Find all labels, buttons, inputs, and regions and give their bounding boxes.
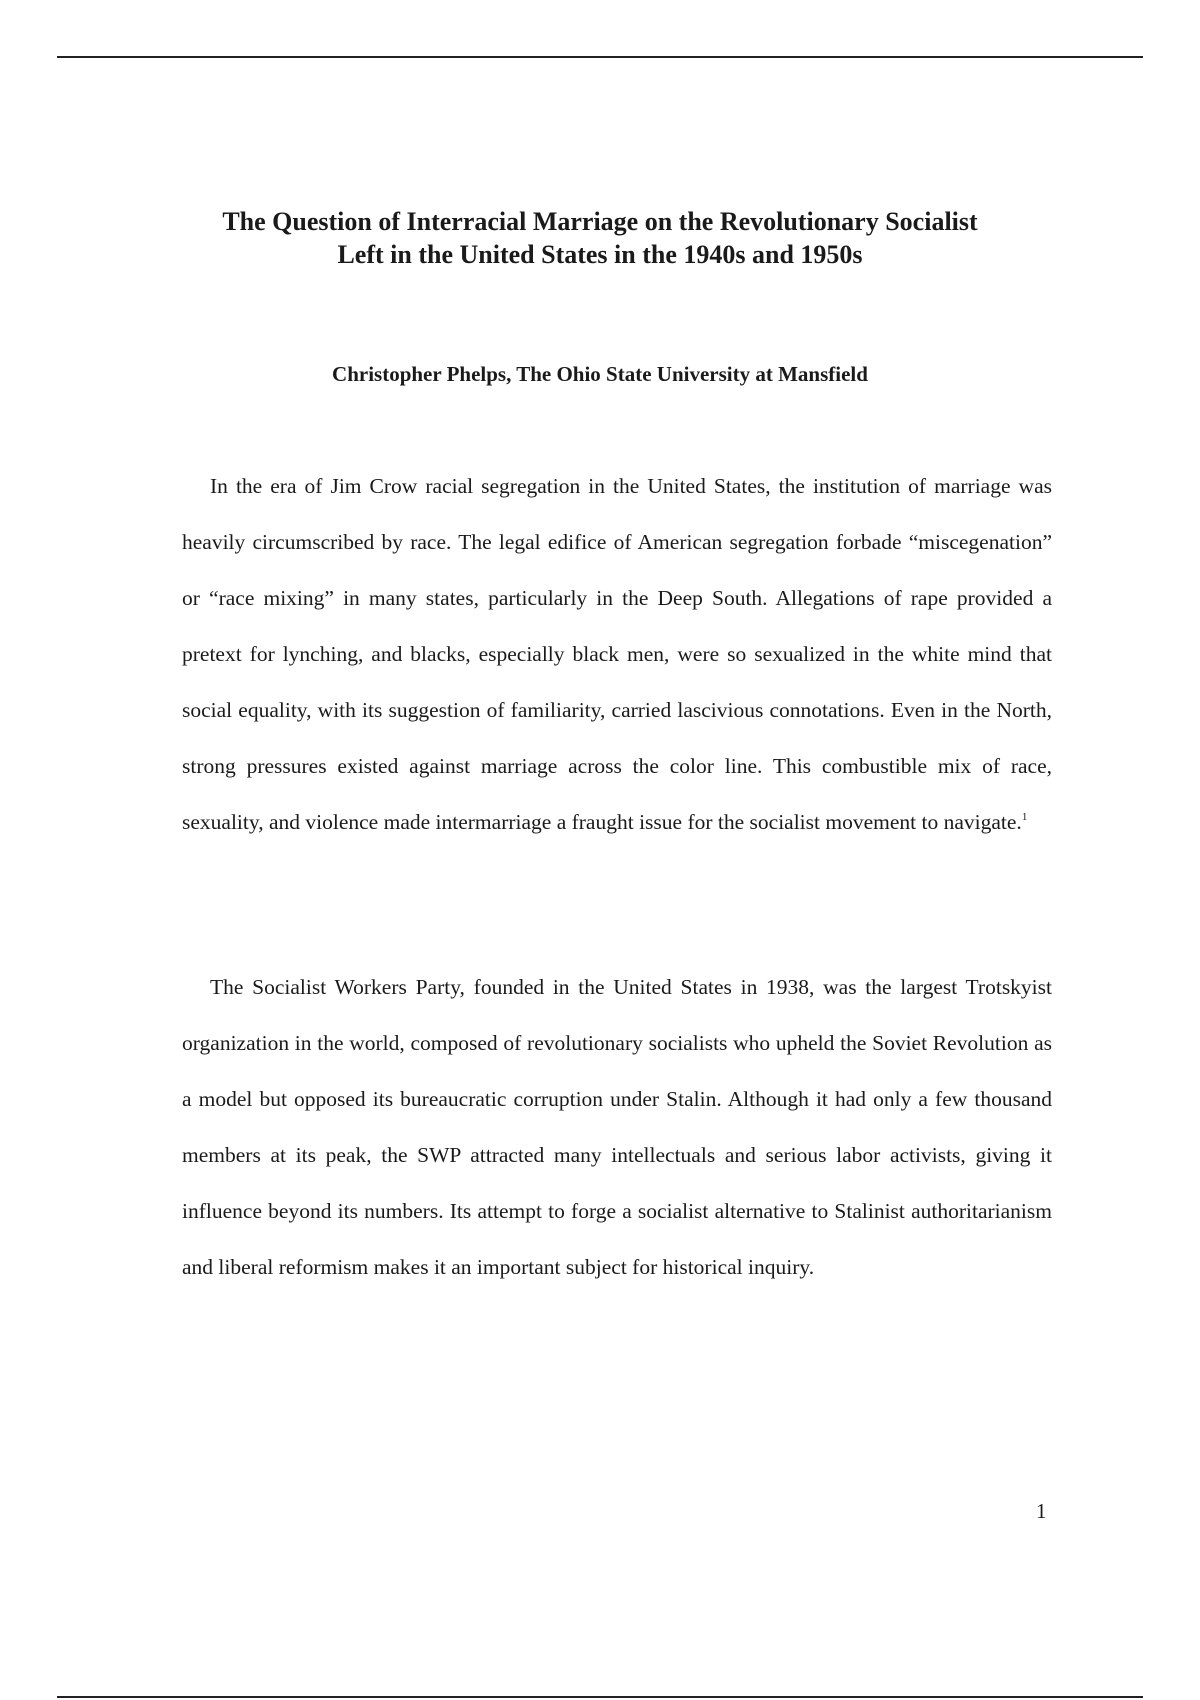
- paper-title: [150, 205, 1050, 271]
- bottom-rule: [57, 1696, 1143, 1698]
- title-line-1: The Question of Interracial Marriage on the Revolutionary Socialist: [222, 207, 978, 236]
- author-affiliation: Christopher Phelps, The Ohio State University at Mansfield: [332, 362, 868, 386]
- top-rule: [57, 56, 1143, 58]
- paragraph-2-text: The Socialist Workers Party, founded in the United States in 1938, was the largest Trotskyist organization in the world, composed of revolutionary socialists who upheld the Soviet Revolution as a model but opposed its bureaucratic corruption under Stalin. Although it had only a few thousand members at its peak, the SWP attracted many intellectuals and serious labor activists, giving it influence beyond its numbers. Its attempt to forge a socialist alternative to Stalinist authoritarianism and liberal reformism makes it an important subject for historical inquiry.: [182, 975, 1052, 1279]
- paragraph-1-text: In the era of Jim Crow racial segregation in the United States, the institution of marriage was heavily circumscribed by race. The legal edifice of American segregation forbade “miscegenation” or “race mixing” in many states, particularly in the Deep South. Allegations of rape provided a pretext for lynching, and blacks, especially black men, were so sexualized in the white mind that social equality, with its suggestion of familiarity, carried lascivious connotations. Even in the North, strong pressures existed against marriage across the color line. This combustible mix of race, sexuality, and violence made intermarriage a fraught issue for the socialist movement to navigate.: [182, 474, 1052, 834]
- title-line-2: Left in the United States in the 1940s and 1950s: [337, 240, 863, 269]
- page-number: 1: [1036, 1499, 1047, 1523]
- body-paragraph-2: [182, 959, 1052, 1295]
- body-paragraph-1: [182, 458, 1052, 850]
- footnote-ref-1[interactable]: 1: [1021, 811, 1028, 823]
